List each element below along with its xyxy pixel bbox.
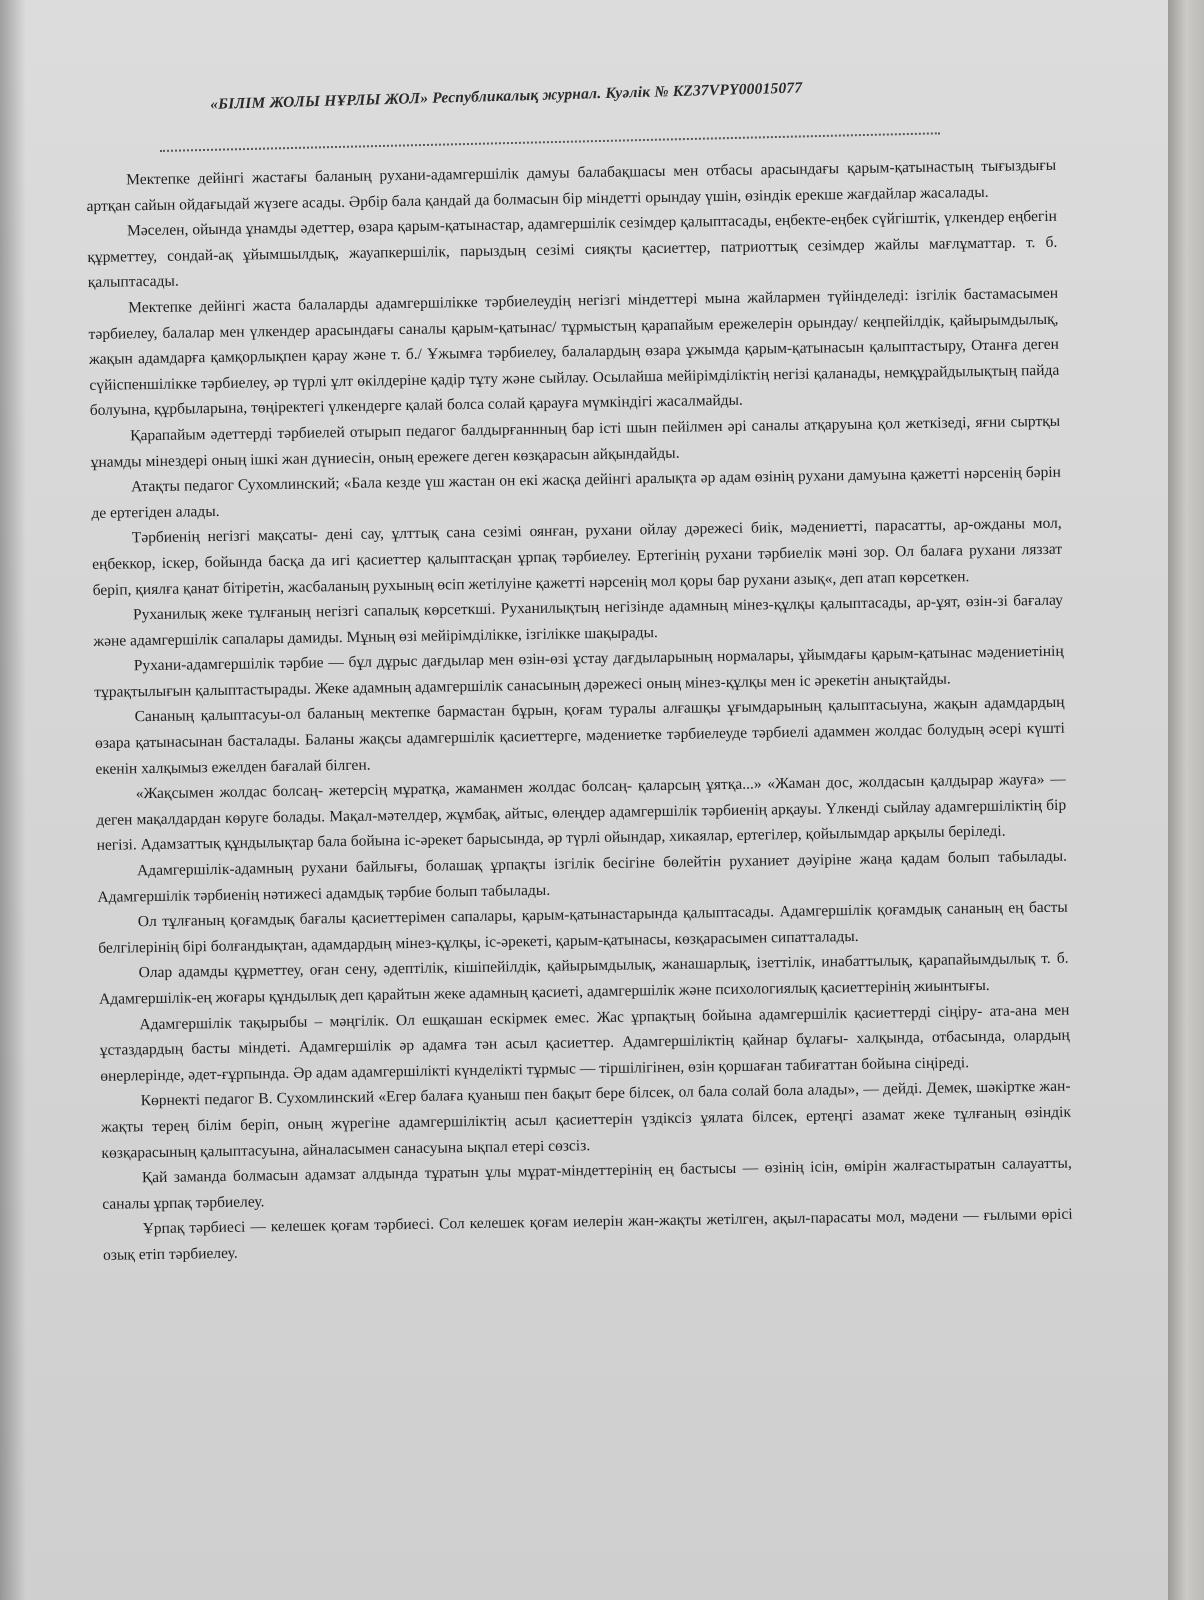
paragraph: Рухани-адамгершілік тәрбие — бұл дұрыс дағдылар мен өзін-өзі ұстау дағдыларының нормалары, ұйымдағы қарым-қатынас мәдениетінің тұрақтылығын қалыптастырады. Жеке адамның адамгершілік санасының дәрежесі оның мінез-құлқы мен іс әрекетін анықтайды. [94, 642, 1064, 701]
paragraph: Мектепке дейінгі жаста балаларды адамгершілікке тәрбиелеудің негізгі міндеттері мына жайлармен түйінделеді: ізгілік бастамасымен тәрбиелеу, балалар мен үлкендер арасындағы саналы қарым-қатынас/ тұрмыстың қарапайым ережелерін орындау/ кеңпейілдік, қайырымдылық, жақын адамдарға қамқорлықпен қарау және т. б./ Ұжымға тәрбиелеу, балалардың өзара ұжымда қарым-қатынасын қалыптастыру, Отанға деген сүйіспеншілікке тәрбиелеу, әр түрлі ұлт өкілдеріне қадір тұту және сыйлау. Осылайша мейірімділіктің негізі қаланады, немқұрайдылықтың пайда болуына, құрбыларына, төңіректегі үлкендерге қалай болса солай қарауға мүмкіндігі жасалмайды. [88, 284, 1060, 420]
paragraph: Тәрбиенің негізгі мақсаты- дені сау, ұлттық сана сезімі оянған, рухани ойлау дәрежесі биік, мәдениетті, парасатты, ар-ожданы мол, еңбеккор, іскер, бойында басқа да игі қасиеттер қалыптасқан ұрпақ тәрбиелеу. Ертегінің рухани тәрбиелік мәні зор. Ол балаға рухани ляззат беріп, қиялға қанат бітіретін, жасбаланың рухының өсіп жетілуіне қажетті нәрсенің мол қоры бар рухани азық«, деп атап көрсеткен. [92, 515, 1063, 599]
paragraph: Адамгершілік тақырыбы – мәңгілік. Ол ешқашан ескірмек емес. Жас ұрпақтың бойына адамгершілік қасиеттерді сіңіру- ата-ана мен ұстаздардың басты міндеті. Адамгершілік әр адамға тән асыл қасиеттер. Адамгершіліктің қайнар бұлағы- халқында, отбасында, олардың өнерлерінде, әдет-ғұрпында. Әр адам адамгершілікті күнделікті тұрмыс — тіршілігінен, өзін қоршаған табиғаттан бойына сіңіреді. [99, 1001, 1070, 1085]
paragraph: Атақты педагог Сухомлинский; «Бала кезде үш жастан он екі жасқа дейінгі аралықта әр адам өзінің рухани дамуына қажетті нәрсенің бәрін де ертегіден алады. [91, 463, 1062, 522]
paragraph: «Жақсымен жолдас болсаң- жетерсің мұратқа, жаманмен жолдас болсаң- қаларсың ұятқа...» «Жаман дос, жолдасын қалдырар жауға» — деген мақалдардан көруге болады. Мақал-мәтелдер, жұмбақ, айтыс, өлеңдер адамгершілік тәрбиенің арқауы. Үлкенді сыйлау адамгершіліктің бір негізі. Адамзаттық құндылықтар бала бойына іс-әрекет барысында, әр түрлі ойындар, хикаялар, ертегілер, қойылымдар арқылы беріледі. [96, 770, 1067, 855]
paragraph: Көрнекті педагог В. Сухомлинский «Егер балаға қуаныш пен бақыт бере білсек, ол бала солай бола алады», — дейді. Демек, шәкіртке жан-жақты терең білім беріп, оның жүрегіне адамгершіліктің асыл қасиеттерін үздіксіз ұялата білсек, ертеңгі азамат жеке тұлғаның өзіндік көзқарасының қалыптасуына, айналасымен санасуына ықпал етері сөзсіз. [100, 1078, 1072, 1162]
paragraph: Мәселен, ойында ұнамды әдеттер, өзара қарым-қатынастар, адамгершілік сезімдер қалыптасады, еңбекте-еңбек сүйгіштік, үлкендер еңбегін құрметтеу, сондай-ақ ұйымшылдық, жауапкершілік, парыздың сезімі сияқты қасиеттер, патриоттық сезімдер жайлы мағлұматтар. т. б. қалыптасады. [87, 207, 1058, 292]
paragraph: Ұрпақ тәрбиесі — келешек қоғам тәрбиесі. Сол келешек қоғам иелерін жан-жақты жетілген, ақыл-парасаты мол, мәдени — ғылыми өрісі озық етіп тәрбиелеу. [102, 1205, 1073, 1264]
paragraph: Мектепке дейінгі жастағы баланың рухани-адамгершілік дамуы балабақшасы мен отбасы арасындағы қарым-қатынастың тығыздығы артқан сайын ойдағыдай жүзеге асады. Әрбір бала қандай да болмасын бір міндетті орындау үшін, өзіндік ерекше жағдайлар жасалады. [86, 156, 1057, 215]
binding-shadow [0, 0, 26, 1600]
journal-header: «БІЛІМ ЖОЛЫ НҰРЛЫ ЖОЛ» Республикалық журнал. Куәлік № KZ37VPY00015077 [210, 79, 803, 113]
paragraph: Руханилық жеке тұлғаның негізгі сапалық көрсеткші. Руханилықтың негізінде адамның мінез-құлқы қалыптасады, ар-ұят, өзін-зі бағалау және адамгершілік сапалары дамиды. Мұның өзі мейірімділікке, ізгілікке шақырады. [93, 591, 1064, 650]
paragraph: Қарапайым әдеттерді тәрбиелей отырып педагог балдырғаннның бар істі шын пейілмен әрі саналы атқаруына қол жеткізеді, яғни сыртқы ұнамды мінездері оның ішкі жан дүниесін, оның ережеге деген көзқарасын айқындайды. [90, 412, 1061, 471]
paragraph: Сананың қалыптасуы-ол баланың мектепке бармастан бұрын, қоғам туралы алғашқы ұғымдарының қалыптасыуна, жақын адамдардың өзара қатынасынан басталады. Баланы жақсы адамгершілік қасиеттерге, мәдениетке тәрбиелеуде тәрбиелі адаммен жолдас болудың әсері күшті екенін халқымыз ежелден бағалай білген. [94, 694, 1066, 778]
paragraph: Олар адамды құрметтеу, оған сену, әдептілік, кішіпейілдік, қайырымдылық, жанашарлық, ізеттілік, инабаттылық, қарапайымдылық т. б. Адамгершілік-ең жоғары құндылық деп қарайтын жеке адамның қасиеті, адамгершілік және психологиялық қасиеттерінің жиынтығы. [98, 950, 1069, 1008]
paragraph: Адамгершілік-адамның рухани байлығы, болашақ ұрпақты ізгілік бесігіне бөлейтін руханиет дәуіріне жаңа қадам болып табылады. Адамгершілік тәрбиенің нәтижесі адамдық тәрбие болып табылады. [97, 847, 1068, 906]
adjacent-page-edge [1168, 0, 1204, 1600]
header-divider [160, 132, 940, 152]
article-body [86, 153, 1073, 1269]
paragraph: Ол тұлғаның қоғамдық бағалы қасиеттерімен сапалары, қарым-қатынастарында қалыптасады. Адамгершілік қоғамдық сананың ең басты белгілерінің бірі болғандықтан, адамдардың мінез-құлқы, іс-әрекеті, қарым-қатынасы, көзқарасымен сипатталады. [98, 898, 1068, 957]
paragraph: Қай заманда болмасын адамзат алдында тұратын ұлы мұрат-міндеттерінің ең бастысы — өзінің ісін, өмірін жалғастыратын салауатты, саналы ұрпақ тәрбиелеу. [102, 1154, 1072, 1213]
